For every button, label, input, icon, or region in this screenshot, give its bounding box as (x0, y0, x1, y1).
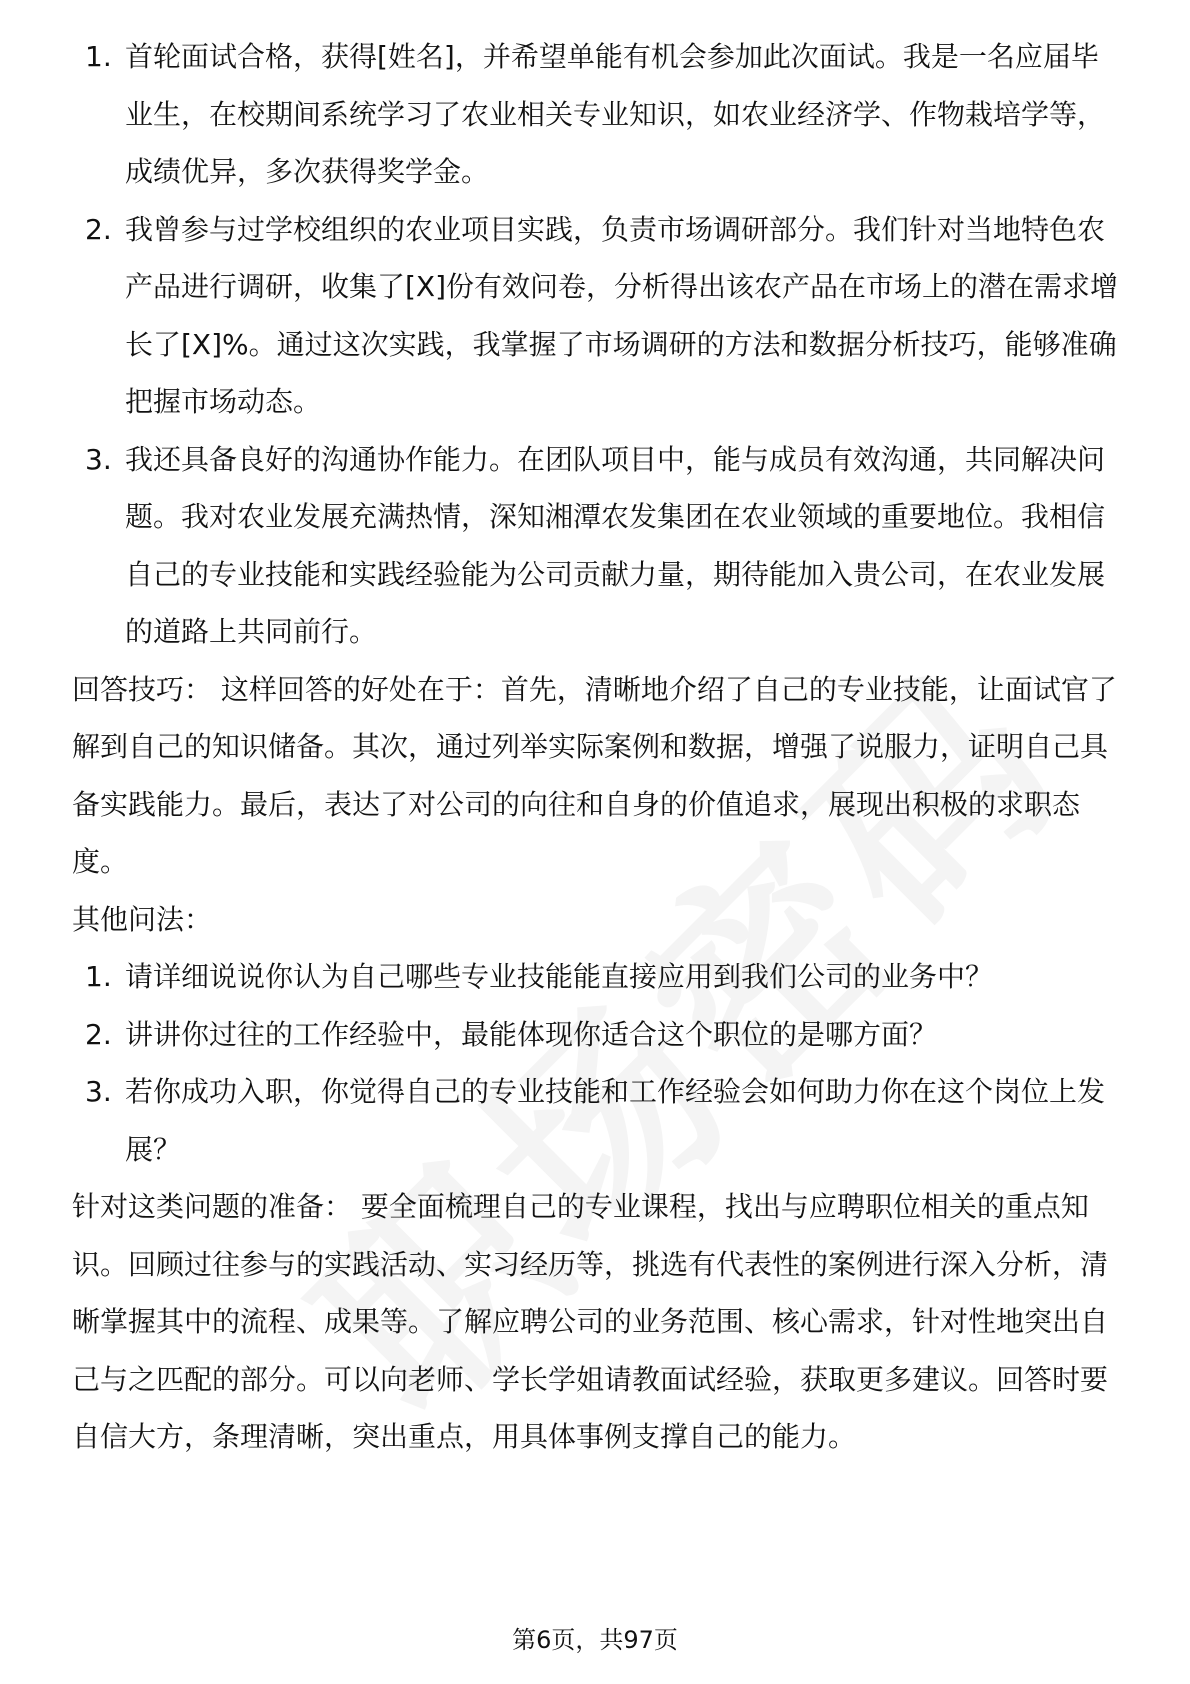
page-footer: 第6页，共97页 (512, 1626, 678, 1654)
list-item (72, 1063, 1122, 1178)
list-item (72, 1006, 1122, 1064)
list-text: 请详细说说你认为自己哪些专业技能能直接应用到我们公司的业务中？ (125, 960, 994, 993)
list-item (72, 201, 1122, 431)
list-number: 3. (85, 1075, 112, 1108)
answer-list (72, 28, 1122, 661)
page-content (72, 28, 1122, 1466)
list-number: 2. (85, 1017, 112, 1051)
list-number: 1. (85, 960, 112, 993)
list-text: 若你成功入职，你觉得自己的专业技能和工作经验会如何助力你在这个岗位上发展？ (125, 1075, 1106, 1166)
list-text: 讲讲你过往的工作经验中，最能体现你适合这个职位的是哪方面？ (125, 1017, 938, 1051)
list-number: 3. (85, 442, 112, 476)
list-number: 1. (85, 40, 112, 73)
list-text: 我还具备良好的沟通协作能力。在团队项目中，能与成员有效沟通，共同解决问题。我对农业发展充满热情，深知湘潭农发集团在农业领域的重要地位。我相信自己的专业技能和实践经验能为公司贡献力量，期待能加入贵公司，在农业发展的道路上共同前行。 (125, 442, 1106, 648)
other-questions-heading: 其他问法： (72, 902, 213, 936)
answer-tips-paragraph: 回答技巧： 这样回答的好处在于：首先，清晰地介绍了自己的专业技能，让面试官了解到自己的知识储备。其次，通过列举实际案例和数据，增强了说服力，证明自己具备实践能力。最后，表达了对公司的向往和自身的价值追求，展现出积极的求职态度。 (72, 672, 1117, 878)
preparation-paragraph: 针对这类问题的准备： 要全面梳理自己的专业课程，找出与应聘职位相关的重点知识。回顾过往参与的实践活动、实习经历等，挑选有代表性的案例进行深入分析，清晰掌握其中的流程、成果等。了解应聘公司的业务范围、核心需求，针对性地突出自己与之匹配的部分。可以向老师、学长学姐请教面试经验，获取更多建议。回答时要自信大方，条理清晰，突出重点，用具体事例支撑自己的能力。 (72, 1190, 1109, 1453)
list-text: 我曾参与过学校组织的农业项目实践，负责市场调研部分。我们针对当地特色农产品进行调研，收集了[X]份有效问卷，分析得出该农产品在市场上的潜在需求增长了[X]%。通过这次实践，我掌握了市场调研的方法和数据分析技巧，能够准确把握市场动态。 (125, 212, 1119, 418)
list-text: 首轮面试合格，获得[姓名]，并希望单能有机会参加此次面试。我是一名应届毕业生，在校期间系统学习了农业相关专业知识，如农业经济学、作物栽培学等，成绩优异，多次获得奖学金。 (125, 40, 1106, 188)
list-item (72, 28, 1122, 201)
list-item (72, 948, 1122, 1006)
list-item (72, 431, 1122, 661)
other-questions-list (72, 948, 1122, 1178)
list-number: 2. (85, 212, 112, 246)
